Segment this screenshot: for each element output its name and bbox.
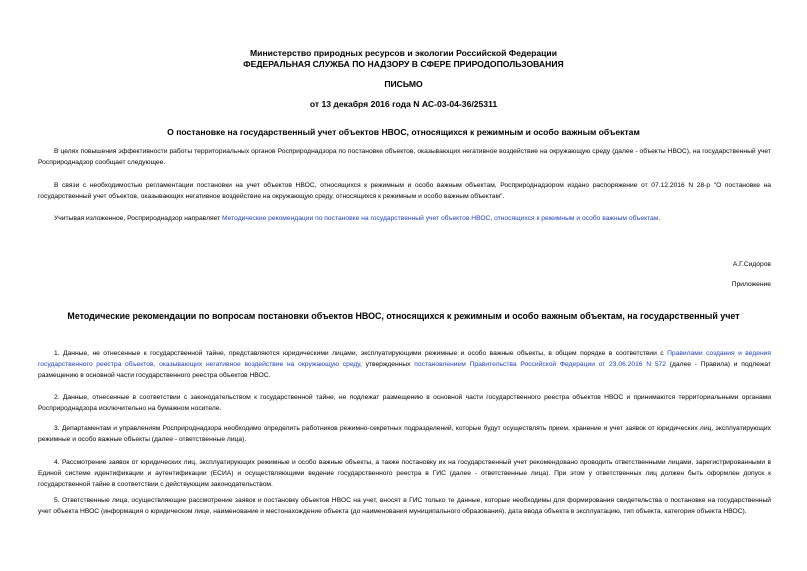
paragraph-text: Учитывая изложенное, Росприроднадзор направляет: [54, 215, 223, 222]
appendix-label: Приложение: [731, 281, 771, 288]
paragraph-text: .: [658, 215, 661, 222]
methodic-title: Методические рекомендации по вопросам постановки объектов НВОС, относящихся к режимным и особо важным объектам, на государственный учет: [67, 311, 740, 321]
document-type: ПИСЬМО: [384, 79, 423, 89]
methodic-item-1: [38, 349, 771, 381]
item-text: 1. Данные, не отнесенные к государственной тайне, представляются юридическими лицами, эксплуатирующими режимные и особо важные объекты, в общем порядке в соответствии с: [54, 350, 668, 357]
ministry-heading: Министерство природных ресурсов и экологии Российской Федерации: [250, 48, 557, 58]
letter-paragraph-1: В целях повышения эффективности работы территориальных органов Росприроднадзора по постановке объектов, оказывающих негативное воздействие на окружающую среду (далее - объекты НВОС), на государственный учет Росприроднадзор сообщает следующее.: [38, 148, 771, 166]
signature: А.Г.Сидоров: [732, 261, 771, 268]
methodic-recommendations-link[interactable]: Методические рекомендации по постановке на государственный учет объектов НВОС, относящихся к режимным и особо важным объектам: [222, 215, 659, 222]
letter-paragraph-2: В связи с необходимостью регламентации постановки на учет объектов НВОС, относящихся к режимным и особо важным объектам, Росприроднадзором издано распоряжение от 07.12.2016 N 28-р "О постановке на государственный учет объектов, оказывающих негативное воздействие на окружающую среду, относящихся к режимным и особо важным объектам".: [38, 182, 771, 200]
document-date: от 13 декабря 2016 года N АС-03-04-36/25311: [309, 99, 498, 109]
letter-paragraph-3: [38, 214, 771, 225]
document-subject: О постановке на государственный учет объектов НВОС, относящихся к режимным и особо важным объектам: [167, 127, 640, 137]
methodic-item-2: 2. Данные, отнесенные в соответствии с законодательством к государственной тайне, не подлежат размещению в основной части государственного реестра объектов НВОС и принимаются территориальными органами Росприроднадзора исключительно на бумажном носителе.: [38, 394, 771, 412]
item-text: , утвержденных: [359, 360, 415, 368]
rules-link[interactable]: Правилами создания и ведения государственного реестра объектов, оказывающих негативное воздействие на окружающую среду: [38, 350, 771, 368]
methodic-item-3: 3. Департаментам и управлениям Росприроднадзора необходимо определить работников режимно-секретных подразделений, которые будут осуществлять прием, хранение и учет заявок от юридических лиц, эксплуатирующих режимные и особо важные объекты (далее - ответственные лица).: [38, 425, 771, 443]
methodic-item-4: 4. Рассмотрение заявок от юридических лиц, эксплуатирующих режимные и особо важные объекты, а также постановку их на государственный учет рекомендовано проводить ответственными лицами, зарегистрированными в Единой системе идентификации и аутентификации (ЕСИА) и осуществляющими ведение государственного реестра в ГИС (далее - ответственные лица). При этом у ответственных лиц должен быть оформлен допуск к государственной тайне в соответствии с действующим законодательством.: [38, 459, 771, 488]
government-resolution-link[interactable]: постановлением Правительства Российской Федерации от 23.06.2016 N 572: [414, 360, 666, 368]
methodic-item-5: 5. Ответственные лица, осуществляющие рассмотрение заявок и постановку объектов НВОС на учет, вносят в ГИС только те данные, которые необходимы для формирования свидетельства о постановке на государственный учет объекта НВОС (информация о юридическом лице, наименование и местонахождение объекта (до наименования муниципального образования), дата ввода объекта в эксплуатацию, тип объекта, категория объекта НВОС).: [38, 497, 771, 515]
item-text: (далее - Правила) и подлежат размещению в основной части государственного реестра объектов НВОС.: [38, 360, 771, 379]
service-heading: ФЕДЕРАЛЬНАЯ СЛУЖБА ПО НАДЗОРУ В СФЕРЕ ПРИРОДОПОЛЬЗОВАНИЯ: [243, 59, 564, 69]
